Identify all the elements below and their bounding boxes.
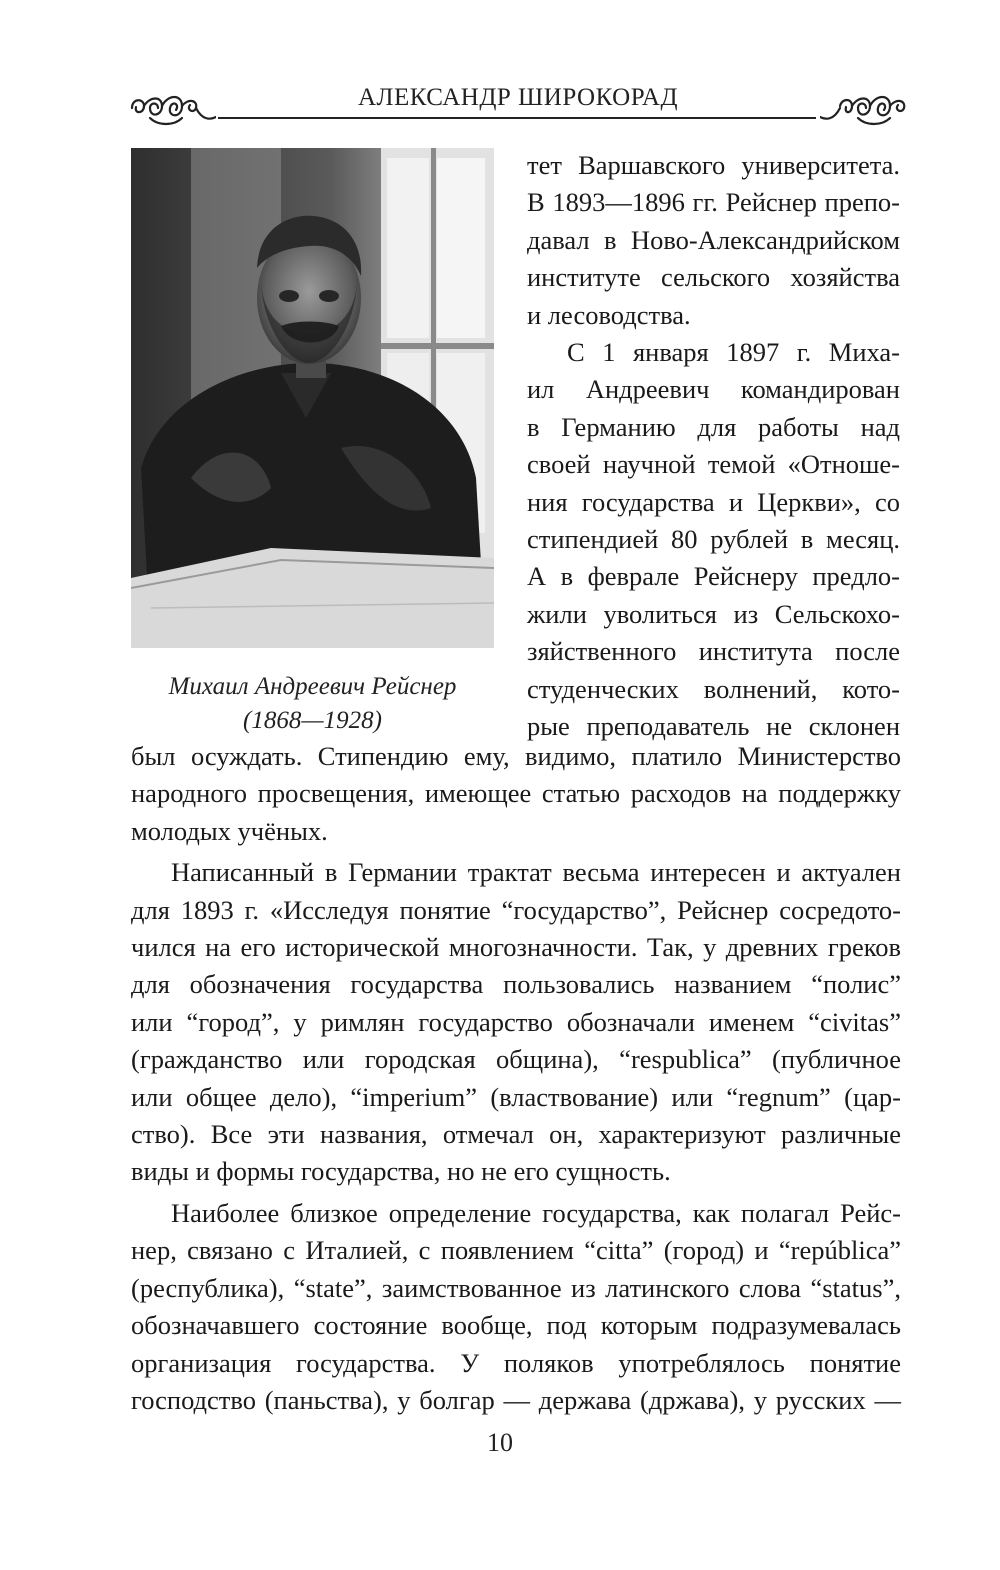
running-title: АЛЕКСАНДР ШИРОКОРАД [357,84,679,111]
text-line: народного просвещения, имеющее статью расходов на поддержку [131,778,901,809]
text-line: (гражданство или городская община), “respublica” (публичное [131,1044,901,1075]
main-body-text [131,738,901,1419]
text-line: ство). Все эти названия, отмечал он, характеризуют различные [131,1119,901,1150]
header-rule [218,117,816,119]
text-line: или “город”, у римлян государство обозначали именем “civitas” [131,1006,901,1037]
side-column-text [527,147,900,746]
text-line: чился на его исторической многозначности. Так, у древних греков [131,932,901,963]
text-line: виды и формы государства, но не его сущность. [131,1156,671,1187]
text-line: нер, связано с Италией, с появлением “citta” (город) и “república” [131,1235,901,1266]
text-line: господство (паньства), у болгар — держава (држава), у русских — [131,1384,901,1415]
text-line: С 1 января 1897 г. Миха- [567,337,900,368]
text-line: ил Андреевич командирован [527,374,900,405]
text-line: или общее дело), “imperium” (властвование) или “regnum” (цар- [131,1081,901,1112]
text-line: давал в Ново-Александрийском [527,224,900,255]
text-line: А в феврале Рейснеру предло- [527,561,900,592]
text-line: своей научной темой «Отноше- [527,449,900,480]
flourish-ornament-icon [820,90,908,130]
text-line: молодых учёных. [131,815,328,846]
caption-name: Михаил Андреевич Рейснер [168,673,457,700]
text-line: в Германию для работы над [527,411,900,442]
text-line: В 1893—1896 гг. Рейснер препо- [527,187,900,218]
text-line: жили уволиться из Сельскохо- [527,598,900,629]
text-line: ния государства и Церкви», со [527,486,900,517]
text-line: для обозначения государства пользовались названием “полис” [131,969,901,1000]
text-line: и лесоводства. [527,299,691,330]
portrait-photo [131,148,494,648]
running-header [128,80,908,130]
text-line: тет Варшавского университета. [527,150,900,180]
photo-caption [131,670,494,738]
text-line: был осуждать. Стипендию ему, видимо, платило Министерство [131,741,901,771]
text-line: рые преподаватель не склонен [527,711,900,742]
page-number: 10 [487,1428,513,1457]
text-line: стипендией 80 рублей в месяц. [527,524,900,555]
text-line: организация государства. У поляков употреблялось понятие [131,1347,901,1378]
text-line: институте сельского хозяйства [527,262,900,293]
caption-years: (1868—1928) [243,707,382,734]
text-line: Написанный в Германии трактат весьма интересен и актуален [171,857,901,888]
text-line: обозначавшего состояние вообще, под которым подразумевалась [131,1310,901,1341]
text-line: зяйственного института после [527,636,900,667]
text-line: для 1893 г. «Исследуя понятие “государство”, Рейснер сосредото- [131,894,901,925]
text-line: Наиболее близкое определение государства, как полагал Рейс- [171,1197,901,1228]
text-line: (республика), “state”, заимствованное из латинского слова “status”, [131,1272,901,1303]
text-line: студенческих волнений, кото- [527,673,900,704]
